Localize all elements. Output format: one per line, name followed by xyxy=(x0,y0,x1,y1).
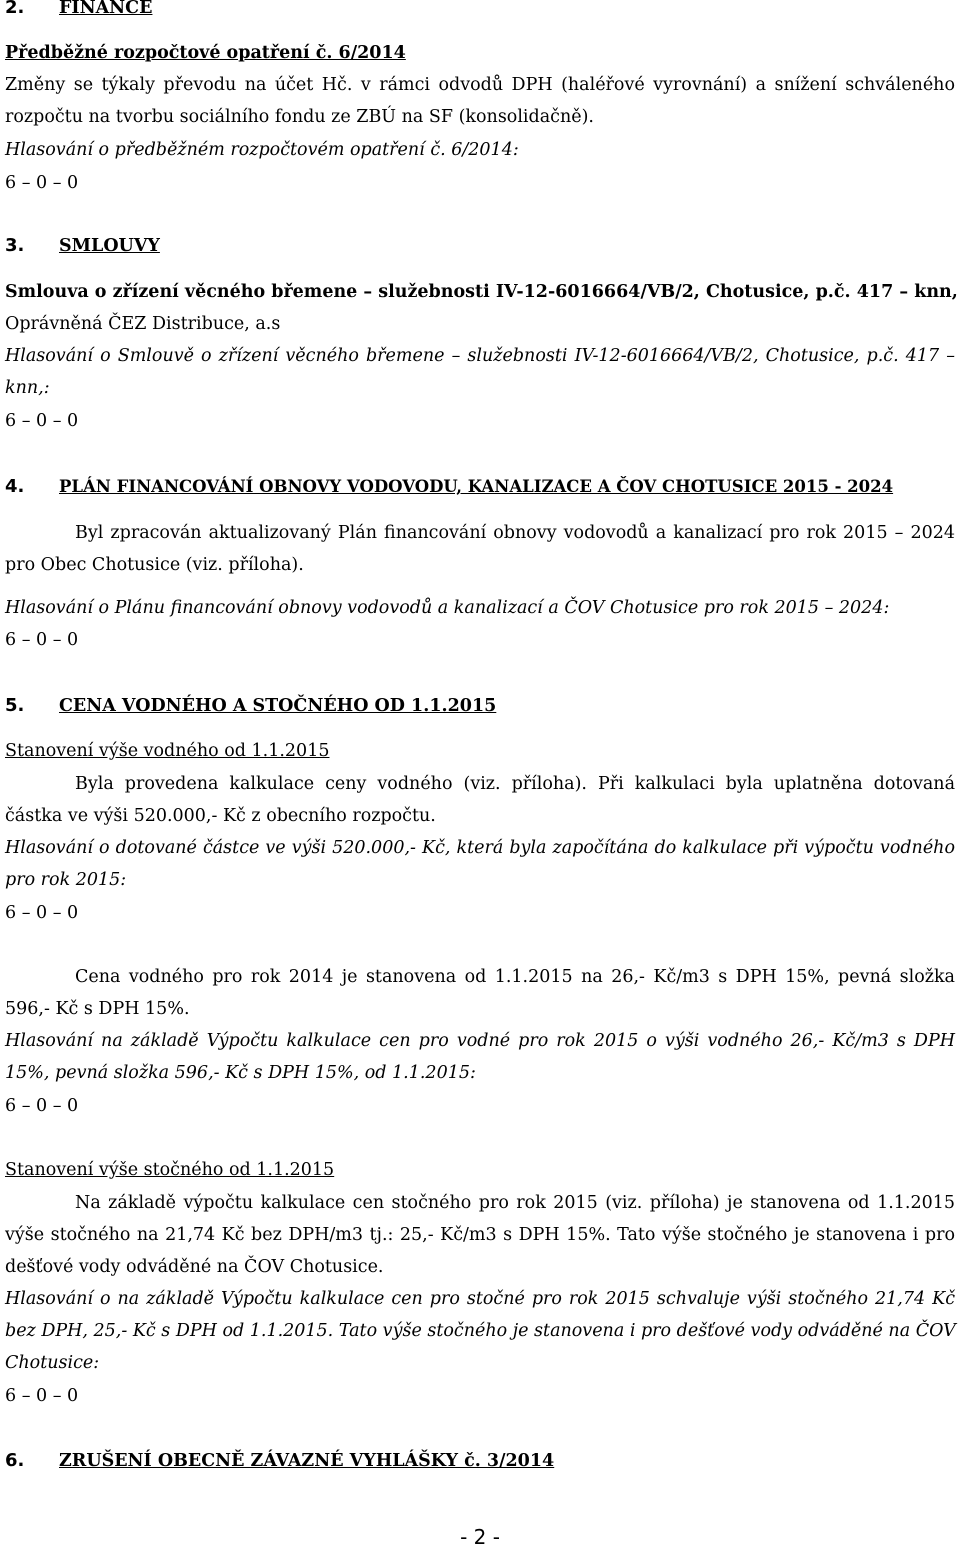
section-2-number: 2. xyxy=(5,0,25,18)
section-5-sub1-vote-3: Hlasování na základě Výpočtu kalkulace cen pro vodné pro rok 2015 o výši vodného 26,- Kč/m3 s DPH xyxy=(5,1031,955,1051)
section-5-sub1-result-2: 6 – 0 – 0 xyxy=(5,1096,79,1116)
section-6-heading xyxy=(5,1450,554,1472)
section-4-vote-label: Hlasování o Plánu financování obnovy vodovodů a kanalizací a ČOV Chotusice pro rok 2015 – 2024: xyxy=(5,598,890,618)
section-3-heading xyxy=(5,235,160,257)
section-5-sub1-title: Stanovení výše vodného od 1.1.2015 xyxy=(5,741,330,761)
section-4-text-2: pro Obec Chotusice (viz. příloha). xyxy=(5,555,304,575)
section-5-sub1-result: 6 – 0 – 0 xyxy=(5,903,79,923)
section-2-heading xyxy=(5,0,152,19)
section-5-sub1-text-2: částka ve výši 520.000,- Kč z obecního rozpočtu. xyxy=(5,806,436,826)
section-5-number: 5. xyxy=(5,695,25,716)
section-5-sub2-text-1: Na základě výpočtu kalkulace cen stočného pro rok 2015 (viz. příloha) je stanovena od 1.1.2015 xyxy=(75,1193,955,1213)
section-2-text-2: rozpočtu na tvorbu sociálního fondu ze ZBÚ na SF (konsolidačně). xyxy=(5,107,594,127)
section-3-title: SMLOUVY xyxy=(59,236,160,256)
section-5-sub1-text-4: 596,- Kč s DPH 15%. xyxy=(5,999,190,1019)
section-4-heading xyxy=(5,476,893,498)
section-3-vote-label-1: Hlasování o Smlouvě o zřízení věcného břemene – služebnosti IV-12-6016664/VB/2, Chotusice, p.č. 417 – xyxy=(5,346,955,366)
section-5-sub1-text-1: Byla provedena kalkulace ceny vodného (viz. příloha). Při kalkulaci byla uplatněna dotovaná xyxy=(75,774,955,794)
section-2-subtitle: Předběžné rozpočtové opatření č. 6/2014 xyxy=(5,43,406,63)
section-6-title: ZRUŠENÍ OBECNĚ ZÁVAZNÉ VYHLÁŠKY č. 3/2014 xyxy=(59,1451,555,1471)
section-2-vote-label: Hlasování o předběžném rozpočtovém opatření č. 6/2014: xyxy=(5,140,519,160)
section-4-title: PLÁN FINANCOVÁNÍ OBNOVY VODOVODU, KANALIZACE A ČOV CHOTUSICE 2015 - 2024 xyxy=(59,477,894,496)
section-2-vote-result: 6 – 0 – 0 xyxy=(5,173,79,193)
section-5-sub1-text-3: Cena vodného pro rok 2014 je stanovena od 1.1.2015 na 26,- Kč/m3 s DPH 15%, pevná složka xyxy=(75,967,955,987)
section-5-sub1-vote-1: Hlasování o dotované částce ve výši 520.000,- Kč, která byla započítána do kalkulace při výpočtu vodného xyxy=(5,838,955,858)
section-5-sub2-vote-1: Hlasování o na základě Výpočtu kalkulace cen pro stočné pro rok 2015 schvaluje výši stočného 21,74 Kč xyxy=(5,1289,955,1309)
section-4-vote-result: 6 – 0 – 0 xyxy=(5,630,79,650)
section-5-sub2-vote-3: Chotusice: xyxy=(5,1353,100,1373)
section-3-subtitle: Smlouva o zřízení věcného břemene – služebnosti IV-12-6016664/VB/2, Chotusice, p.č. 417 – knn, xyxy=(5,282,958,302)
section-5-heading xyxy=(5,695,496,717)
section-4-number: 4. xyxy=(5,476,25,497)
section-3-vote-result: 6 – 0 – 0 xyxy=(5,411,79,431)
section-5-sub2-vote-2: bez DPH, 25,- Kč s DPH od 1.1.2015. Tato výše stočného je stanovena i pro dešťové vody odváděné na ČOV xyxy=(5,1321,956,1341)
section-5-title: CENA VODNÉHO A STOČNÉHO OD 1.1.2015 xyxy=(59,696,497,716)
section-5-sub2-text-3: dešťové vody odváděné na ČOV Chotusice. xyxy=(5,1257,384,1277)
section-3-vote-label-2: knn,: xyxy=(5,378,50,398)
section-3-text-1: Oprávněná ČEZ Distribuce, a.s xyxy=(5,314,281,334)
section-5-sub1-vote-2: pro rok 2015: xyxy=(5,870,127,890)
section-6-number: 6. xyxy=(5,1450,25,1471)
section-2-title: FINANCE xyxy=(59,0,153,18)
section-5-sub2-text-2: výše stočného na 21,74 Kč bez DPH/m3 tj.: 25,- Kč/m3 s DPH 15%. Tato výše stočného je stanovena i pro xyxy=(5,1225,955,1245)
section-5-sub2-result: 6 – 0 – 0 xyxy=(5,1386,79,1406)
section-4-text-1: Byl zpracován aktualizovaný Plán financování obnovy vodovodů a kanalizací pro rok 2015 – 2024 xyxy=(75,523,955,543)
section-5-sub2-title: Stanovení výše stočného od 1.1.2015 xyxy=(5,1160,335,1180)
section-3-number: 3. xyxy=(5,235,25,256)
page-number: - 2 - xyxy=(460,1525,500,1549)
section-2-text-1: Změny se týkaly převodu na účet Hč. v rámci odvodů DPH (haléřové vyrovnání) a snížení schváleného xyxy=(5,75,955,95)
section-5-sub1-vote-4: 15%, pevná složka 596,- Kč s DPH 15%, od 1.1.2015: xyxy=(5,1063,476,1083)
